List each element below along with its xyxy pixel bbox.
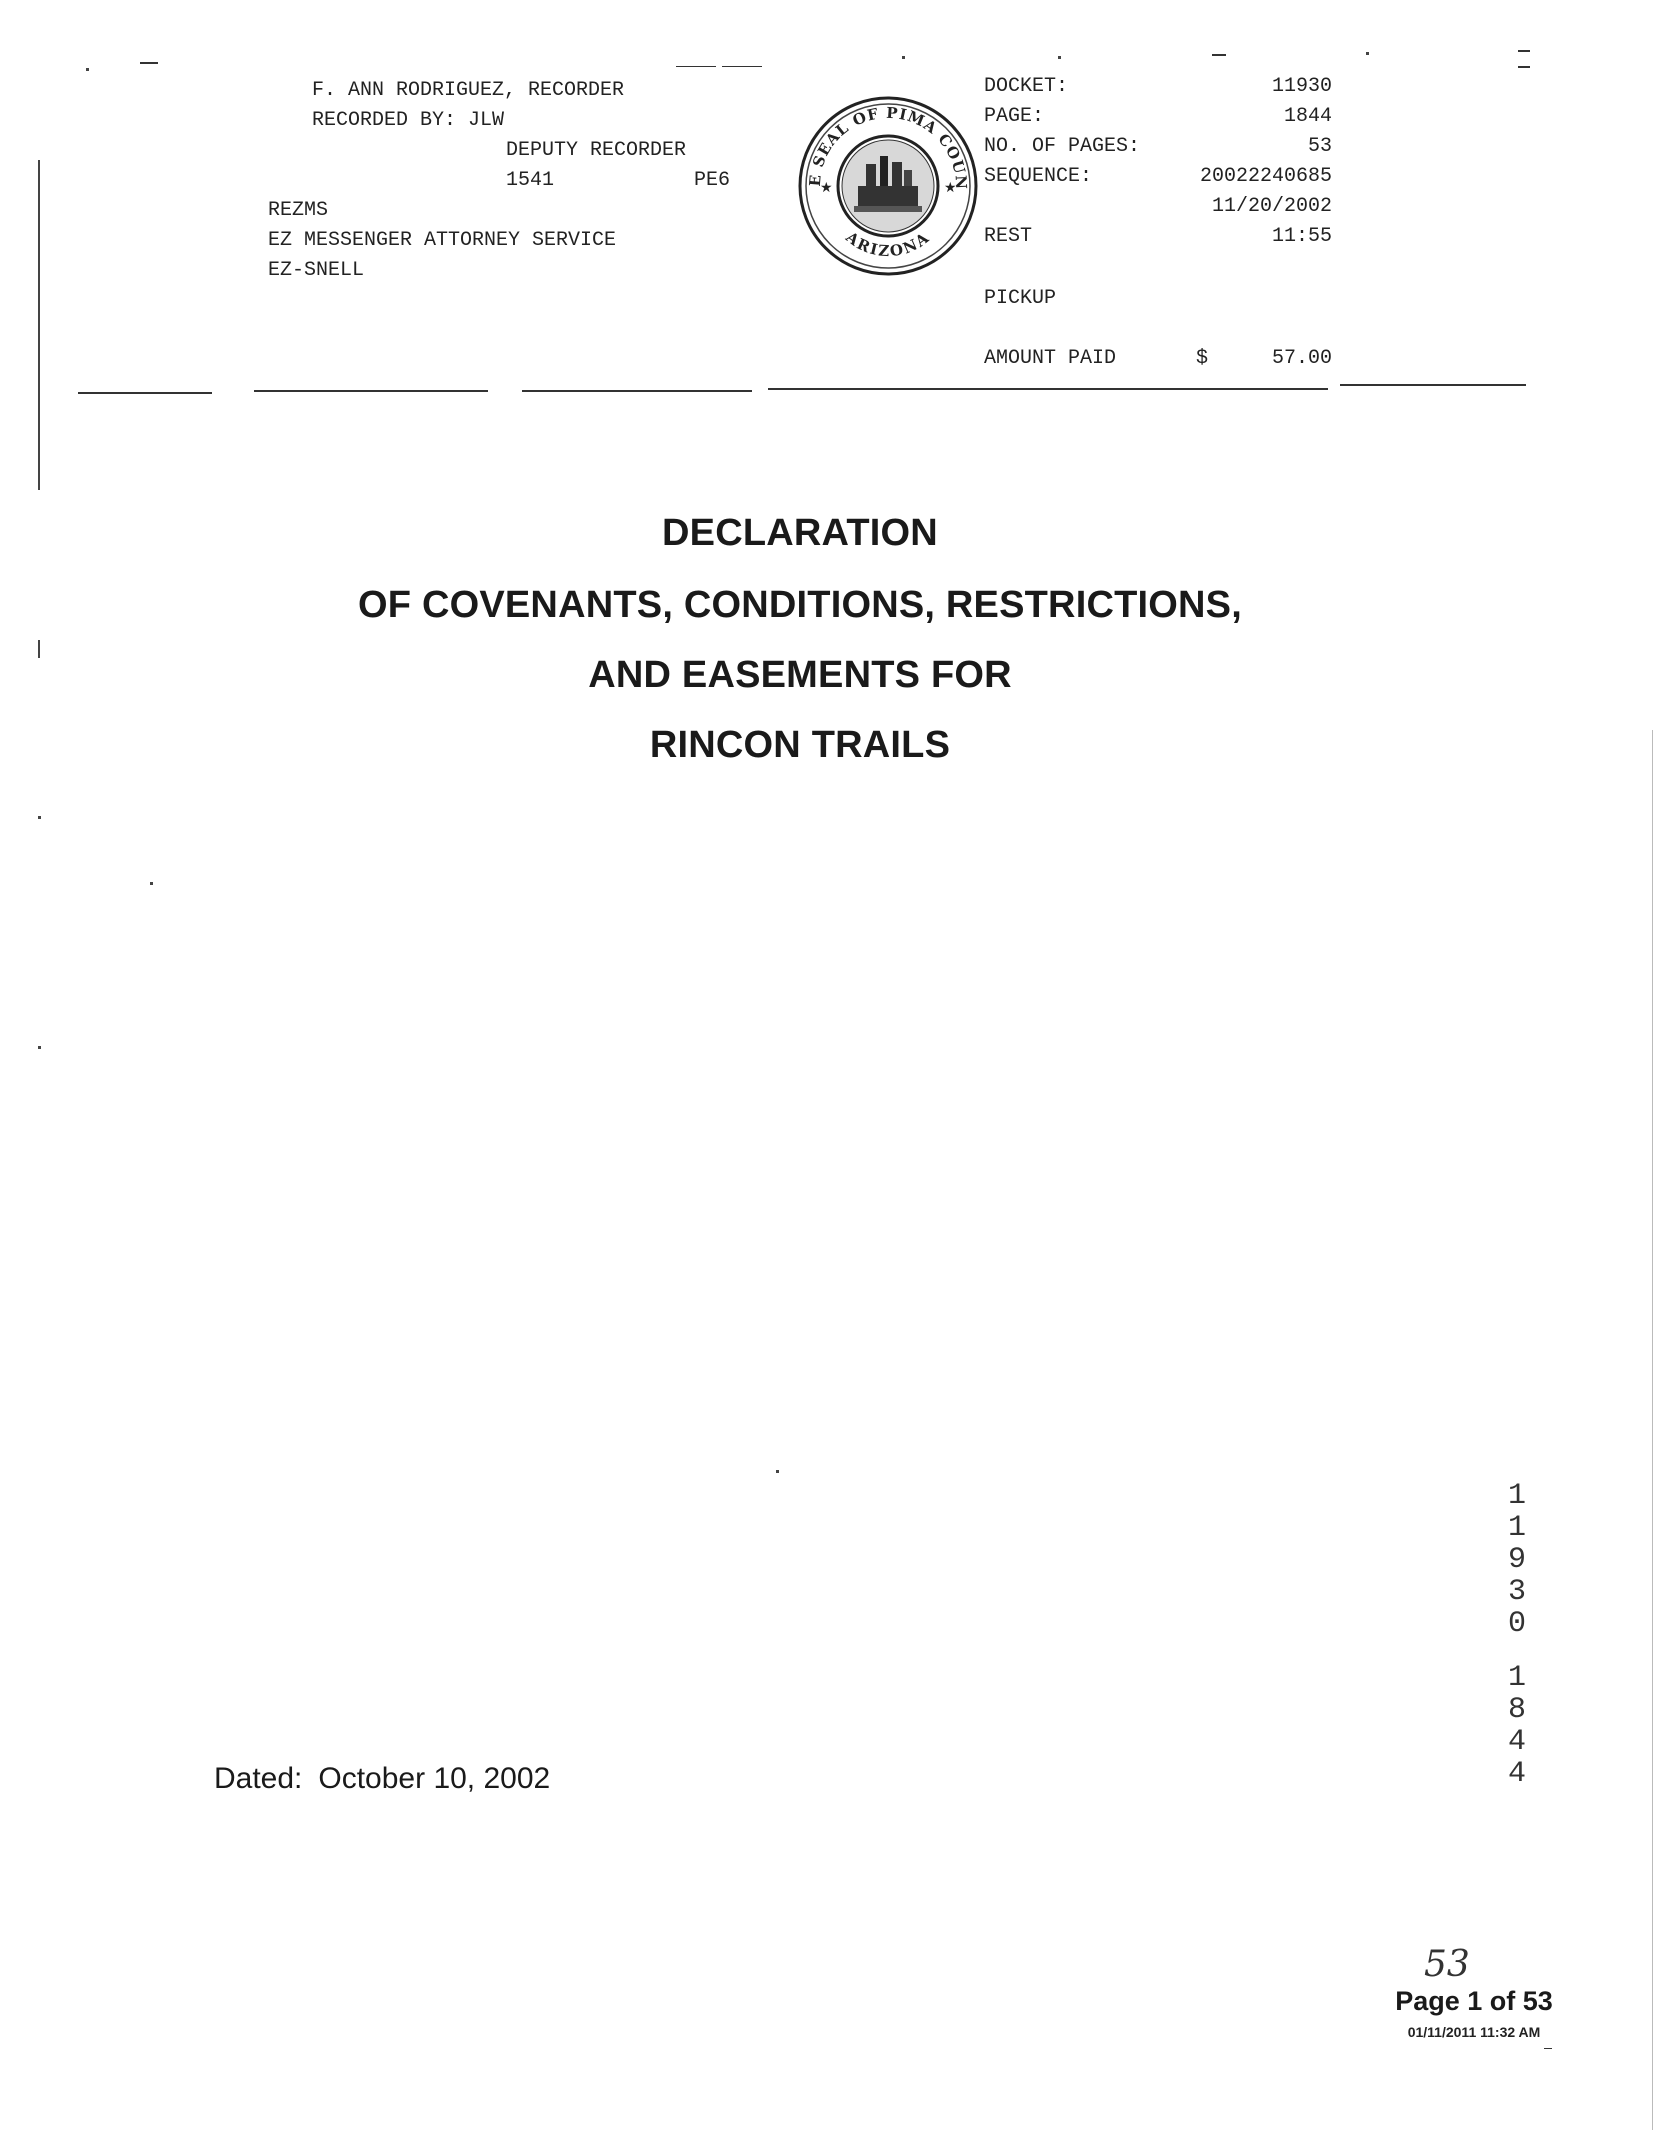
record-time: 11:55 [1271,225,1332,248]
pages-label: NO. OF PAGES: [984,135,1141,158]
stamp-char: 0 [1507,1607,1526,1641]
title-line-2: OF COVENANTS, CONDITIONS, RESTRICTIONS, [358,584,1242,626]
stamp-char: 9 [1507,1543,1526,1577]
deputy-recorder: DEPUTY RECORDER [506,139,687,162]
amount-row [984,344,1332,374]
recorded-by: RECORDED BY: JLW [312,109,505,132]
amount-label: AMOUNT PAID [984,347,1117,370]
dated-value: October 10, 2002 [318,1762,551,1795]
dated-label: Dated: [214,1762,303,1795]
pickup-label: PICKUP [984,287,1057,310]
snell-line: EZ-SNELL [268,259,365,282]
stamp-char: 1 [1507,1661,1526,1695]
pima-county-seal [796,94,980,278]
sequence-value: 20022240685 [1199,165,1332,188]
page-label: PAGE: [984,105,1045,128]
left-margin-line [38,160,40,490]
scan-dot [38,816,41,819]
pages-value: 53 [1307,135,1332,158]
stamp-char: 4 [1507,1757,1526,1791]
scan-dot [902,56,905,59]
page-row [984,102,1332,132]
scan-mark [1518,66,1530,68]
seal-bottom-text: ARIZONA [842,227,934,261]
docket-label: DOCKET: [984,75,1069,98]
stamp-char: 8 [1507,1693,1526,1727]
stamp-char: 1 [1507,1479,1526,1513]
print-timestamp: 01/11/2011 11:32 AM [1407,2024,1541,2040]
docket-value: 11930 [1271,75,1332,98]
docket-row [984,72,1332,102]
scan-mark [722,66,762,67]
scan-mark [140,62,158,64]
page-value: 1844 [1283,105,1332,128]
seal-graphic [796,94,980,278]
right-margin-line [1652,730,1653,2130]
handwritten-page-count: 53 [1424,1944,1470,1985]
stamp-char: 4 [1507,1725,1526,1759]
scan-dot [86,68,89,71]
stamp-char: 1 [1507,1511,1526,1545]
amount-currency: $ [1196,347,1209,370]
scan-dot [1366,52,1369,55]
title-line-4: RINCON TRAILS [649,724,951,766]
record-date-row [984,192,1332,222]
scan-mark [676,66,716,67]
scan-mark [1544,2048,1552,2049]
title-line-1: DECLARATION [662,512,938,554]
pickup-row [984,284,1332,314]
rezms-line: REZMS [268,199,329,222]
header-rule-segment [1340,384,1526,386]
stamp-char: 3 [1507,1575,1526,1609]
page-counter: Page 1 of 53 [1395,1986,1553,2016]
sequence-label: SEQUENCE: [984,165,1093,188]
title-line-3: AND EASEMENTS FOR [588,654,1012,696]
scan-dot [38,1046,41,1049]
messenger-line: EZ MESSENGER ATTORNEY SERVICE [268,229,617,252]
amount-value: 57.00 [1271,347,1332,370]
pages-row [984,132,1332,162]
header-rule-segment [78,392,212,394]
scan-dot [776,1470,779,1473]
dated-line [214,1762,550,1796]
scan-dot [1058,56,1061,59]
header-rule-segment [254,390,488,392]
scan-mark [1518,50,1530,52]
header-rule-segment [768,388,1328,390]
scan-dot [150,882,153,885]
rest-row [984,222,1332,252]
scan-mark [1212,54,1226,56]
recorder-code-right: PE6 [693,169,730,192]
recorder-name: F. ANN RODRIGUEZ, RECORDER [312,79,625,102]
header-rule-segment [522,390,752,392]
record-date: 11/20/2002 [1211,195,1332,218]
recorder-code-left: 1541 [506,169,555,192]
seal-star-left: ★ [820,179,833,195]
seal-top-text: E SEAL OF PIMA COUN [805,103,971,191]
docket-page-stamp [1502,1480,1532,1790]
rest-label: REST [984,225,1033,248]
sequence-row [984,162,1332,192]
seal-star-right: ★ [944,179,957,195]
